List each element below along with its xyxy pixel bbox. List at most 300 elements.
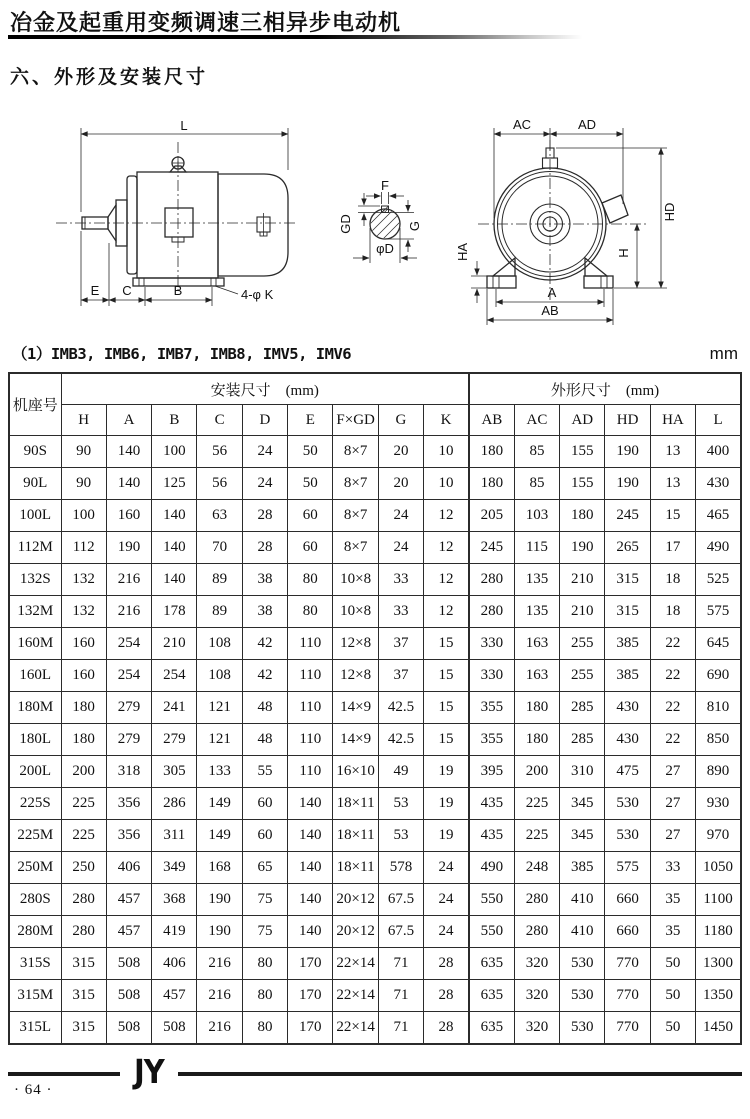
dim-label-HD: HD xyxy=(662,202,677,222)
dim-value-cell: 27 xyxy=(650,788,695,820)
dim-value-cell: 210 xyxy=(152,628,197,660)
dim-value-cell: 457 xyxy=(152,980,197,1012)
brand-logo: JY xyxy=(134,1052,164,1091)
dim-value-cell: 140 xyxy=(152,564,197,596)
dim-value-cell: 210 xyxy=(560,596,605,628)
dim-value-cell: 210 xyxy=(560,564,605,596)
dim-label-AC: AC xyxy=(512,117,532,132)
table-row-315M xyxy=(9,980,741,1012)
dim-value-cell: 132 xyxy=(61,596,106,628)
dim-value-cell: 18 xyxy=(650,596,695,628)
dim-value-cell: 22 xyxy=(650,660,695,692)
dim-value-cell: 56 xyxy=(197,436,242,468)
table-row-225S xyxy=(9,788,741,820)
frame-size-cell: 90L xyxy=(9,468,61,500)
dim-value-cell: 71 xyxy=(378,948,423,980)
frame-size-cell: 315M xyxy=(9,980,61,1012)
dim-value-cell: 285 xyxy=(560,724,605,756)
dim-value-cell: 20×12 xyxy=(333,884,378,916)
dim-value-cell: 63 xyxy=(197,500,242,532)
dim-value-cell: 279 xyxy=(106,724,151,756)
dim-value-cell: 16×10 xyxy=(333,756,378,788)
dim-value-cell: 140 xyxy=(288,852,333,884)
dim-value-cell: 110 xyxy=(288,692,333,724)
dim-value-cell: 320 xyxy=(514,1012,559,1045)
dim-label-E: E xyxy=(90,283,100,298)
dim-value-cell: 310 xyxy=(560,756,605,788)
dim-value-cell: 241 xyxy=(152,692,197,724)
dim-value-cell: 180 xyxy=(469,468,514,500)
dim-value-cell: 163 xyxy=(514,628,559,660)
dim-value-cell: 190 xyxy=(605,436,650,468)
dim-label-AD: AD xyxy=(577,117,597,132)
dim-value-cell: 121 xyxy=(197,692,242,724)
dim-value-cell: 80 xyxy=(242,1012,287,1045)
dim-value-cell: 890 xyxy=(696,756,741,788)
dim-value-cell: 53 xyxy=(378,820,423,852)
dim-value-cell: 435 xyxy=(469,820,514,852)
dim-value-cell: 280 xyxy=(514,884,559,916)
dim-value-cell: 48 xyxy=(242,692,287,724)
column-header-C: C xyxy=(197,405,242,436)
dim-value-cell: 89 xyxy=(197,596,242,628)
dim-value-cell: 254 xyxy=(106,628,151,660)
dim-value-cell: 1050 xyxy=(696,852,741,884)
dim-value-cell: 28 xyxy=(424,948,469,980)
dim-value-cell: 248 xyxy=(514,852,559,884)
dim-value-cell: 35 xyxy=(650,916,695,948)
dim-value-cell: 18×11 xyxy=(333,788,378,820)
dim-value-cell: 13 xyxy=(650,436,695,468)
dim-value-cell: 22 xyxy=(650,692,695,724)
dim-label-phiD: φD xyxy=(376,241,394,256)
dim-value-cell: 13 xyxy=(650,468,695,500)
dim-value-cell: 125 xyxy=(152,468,197,500)
dim-value-cell: 19 xyxy=(424,756,469,788)
dim-value-cell: 80 xyxy=(288,596,333,628)
dim-value-cell: 38 xyxy=(242,564,287,596)
table-row-200L xyxy=(9,756,741,788)
footer-line-right xyxy=(178,1072,742,1076)
footer-rule xyxy=(8,1052,742,1092)
dim-value-cell: 508 xyxy=(106,948,151,980)
frame-size-cell: 90S xyxy=(9,436,61,468)
dim-value-cell: 155 xyxy=(560,468,605,500)
dim-value-cell: 170 xyxy=(288,948,333,980)
dim-value-cell: 280 xyxy=(61,916,106,948)
table-row-132M xyxy=(9,596,741,628)
dim-value-cell: 254 xyxy=(106,660,151,692)
dim-value-cell: 286 xyxy=(152,788,197,820)
dim-value-cell: 330 xyxy=(469,628,514,660)
dim-value-cell: 110 xyxy=(288,756,333,788)
dim-label-GD: GD xyxy=(338,214,353,234)
dim-value-cell: 20 xyxy=(378,468,423,500)
dim-value-cell: 368 xyxy=(152,884,197,916)
dim-value-cell: 575 xyxy=(605,852,650,884)
mount-dims-group-header: 安装尺寸 (mm) xyxy=(61,373,469,405)
dim-value-cell: 80 xyxy=(242,980,287,1012)
dim-value-cell: 56 xyxy=(197,468,242,500)
column-header-D: D xyxy=(242,405,287,436)
motor-side-view xyxy=(56,118,298,306)
dim-value-cell: 190 xyxy=(197,884,242,916)
dim-value-cell: 53 xyxy=(378,788,423,820)
dim-value-cell: 385 xyxy=(605,660,650,692)
dim-value-cell: 530 xyxy=(605,788,650,820)
dim-value-cell: 132 xyxy=(61,564,106,596)
dim-value-cell: 12×8 xyxy=(333,628,378,660)
dim-value-cell: 770 xyxy=(605,980,650,1012)
dim-value-cell: 225 xyxy=(514,788,559,820)
dim-value-cell: 216 xyxy=(106,564,151,596)
dim-value-cell: 970 xyxy=(696,820,741,852)
frame-size-cell: 200L xyxy=(9,756,61,788)
dim-value-cell: 112 xyxy=(61,532,106,564)
dim-value-cell: 810 xyxy=(696,692,741,724)
dim-value-cell: 110 xyxy=(288,724,333,756)
dim-value-cell: 190 xyxy=(106,532,151,564)
dim-value-cell: 24 xyxy=(424,852,469,884)
dim-value-cell: 28 xyxy=(242,532,287,564)
column-header-K: K xyxy=(424,405,469,436)
dim-value-cell: 80 xyxy=(242,948,287,980)
dim-value-cell: 430 xyxy=(605,724,650,756)
dim-value-cell: 355 xyxy=(469,724,514,756)
dim-value-cell: 660 xyxy=(605,884,650,916)
dim-label-L: L xyxy=(180,118,188,133)
dim-value-cell: 20 xyxy=(378,436,423,468)
dim-value-cell: 19 xyxy=(424,788,469,820)
dim-value-cell: 280 xyxy=(514,916,559,948)
dim-value-cell: 18 xyxy=(650,564,695,596)
dim-value-cell: 575 xyxy=(696,596,741,628)
dim-value-cell: 315 xyxy=(61,980,106,1012)
dim-value-cell: 490 xyxy=(696,532,741,564)
table-row-132S xyxy=(9,564,741,596)
dim-value-cell: 10×8 xyxy=(333,564,378,596)
frame-size-cell: 180L xyxy=(9,724,61,756)
dim-value-cell: 550 xyxy=(469,916,514,948)
dim-value-cell: 508 xyxy=(106,1012,151,1045)
column-header-AC: AC xyxy=(514,405,559,436)
dim-value-cell: 200 xyxy=(514,756,559,788)
dim-value-cell: 15 xyxy=(424,692,469,724)
dim-value-cell: 345 xyxy=(560,820,605,852)
dim-value-cell: 15 xyxy=(424,660,469,692)
dim-value-cell: 770 xyxy=(605,948,650,980)
dim-value-cell: 254 xyxy=(152,660,197,692)
dim-value-cell: 280 xyxy=(469,564,514,596)
column-header-E: E xyxy=(288,405,333,436)
dim-value-cell: 530 xyxy=(605,820,650,852)
dim-value-cell: 180 xyxy=(469,436,514,468)
dim-value-cell: 430 xyxy=(696,468,741,500)
page-title: 冶金及起重用变频调速三相异步电动机 xyxy=(10,10,402,35)
dim-value-cell: 22 xyxy=(650,724,695,756)
dim-value-cell: 406 xyxy=(106,852,151,884)
dim-value-cell: 160 xyxy=(106,500,151,532)
dim-value-cell: 38 xyxy=(242,596,287,628)
table-row-225M xyxy=(9,820,741,852)
dim-value-cell: 279 xyxy=(152,724,197,756)
dim-value-cell: 18×11 xyxy=(333,852,378,884)
dim-value-cell: 435 xyxy=(469,788,514,820)
dim-value-cell: 24 xyxy=(424,916,469,948)
dim-value-cell: 180 xyxy=(514,692,559,724)
dim-value-cell: 635 xyxy=(469,980,514,1012)
technical-drawings xyxy=(0,100,750,345)
frame-size-cell: 250M xyxy=(9,852,61,884)
dim-value-cell: 42 xyxy=(242,660,287,692)
column-header-AB: AB xyxy=(469,405,514,436)
dim-value-cell: 8×7 xyxy=(333,532,378,564)
dim-value-cell: 1100 xyxy=(696,884,741,916)
dim-value-cell: 355 xyxy=(469,692,514,724)
table-row-315L xyxy=(9,1012,741,1045)
dim-value-cell: 8×7 xyxy=(333,468,378,500)
shaft-section-view xyxy=(338,178,422,263)
dim-value-cell: 315 xyxy=(61,948,106,980)
dim-value-cell: 930 xyxy=(696,788,741,820)
dim-value-cell: 37 xyxy=(378,628,423,660)
frame-size-cell: 280M xyxy=(9,916,61,948)
dim-value-cell: 24 xyxy=(378,500,423,532)
dim-value-cell: 530 xyxy=(560,948,605,980)
dim-value-cell: 216 xyxy=(197,980,242,1012)
frame-size-cell: 132S xyxy=(9,564,61,596)
dim-label-A: A xyxy=(547,285,557,300)
dim-value-cell: 265 xyxy=(605,532,650,564)
frame-size-cell: 180M xyxy=(9,692,61,724)
dim-value-cell: 160 xyxy=(61,660,106,692)
dim-value-cell: 356 xyxy=(106,820,151,852)
dim-value-cell: 216 xyxy=(197,1012,242,1045)
dim-value-cell: 178 xyxy=(152,596,197,628)
dim-value-cell: 100 xyxy=(152,436,197,468)
frame-size-column-header: 机座号 xyxy=(9,373,61,436)
dim-value-cell: 180 xyxy=(61,692,106,724)
dim-value-cell: 140 xyxy=(152,532,197,564)
dim-value-cell: 115 xyxy=(514,532,559,564)
dim-value-cell: 14×9 xyxy=(333,692,378,724)
dim-value-cell: 279 xyxy=(106,692,151,724)
dim-value-cell: 103 xyxy=(514,500,559,532)
dim-value-cell: 457 xyxy=(106,884,151,916)
frame-size-cell: 132M xyxy=(9,596,61,628)
dim-value-cell: 245 xyxy=(605,500,650,532)
column-header-F×GD: F×GD xyxy=(333,405,378,436)
dim-value-cell: 22×14 xyxy=(333,948,378,980)
dim-value-cell: 490 xyxy=(469,852,514,884)
dim-value-cell: 22 xyxy=(650,628,695,660)
dim-value-cell: 49 xyxy=(378,756,423,788)
dim-value-cell: 90 xyxy=(61,468,106,500)
dim-value-cell: 508 xyxy=(152,1012,197,1045)
dim-label-HA: HA xyxy=(455,242,470,262)
table-row-160L xyxy=(9,660,741,692)
title-divider xyxy=(8,35,744,39)
dim-value-cell: 320 xyxy=(514,980,559,1012)
dim-value-cell: 28 xyxy=(424,1012,469,1045)
dim-value-cell: 15 xyxy=(424,724,469,756)
column-header-AD: AD xyxy=(560,405,605,436)
dim-value-cell: 85 xyxy=(514,436,559,468)
dim-value-cell: 12 xyxy=(424,532,469,564)
dimensions-table xyxy=(8,372,742,1045)
dim-value-cell: 850 xyxy=(696,724,741,756)
dim-value-cell: 140 xyxy=(288,916,333,948)
dim-value-cell: 400 xyxy=(696,436,741,468)
dim-value-cell: 17 xyxy=(650,532,695,564)
table-row-280M xyxy=(9,916,741,948)
table-row-90S xyxy=(9,436,741,468)
dim-value-cell: 530 xyxy=(560,1012,605,1045)
dim-value-cell: 24 xyxy=(242,468,287,500)
page-number: · 64 · xyxy=(14,1082,53,1098)
table-unit-note: mm xyxy=(709,344,738,363)
dim-value-cell: 245 xyxy=(469,532,514,564)
table-caption: （1）IMB3, IMB6, IMB7, IMB8, IMV5, IMV6 xyxy=(12,345,352,363)
dim-value-cell: 216 xyxy=(106,596,151,628)
dim-value-cell: 90 xyxy=(61,436,106,468)
dim-value-cell: 149 xyxy=(197,820,242,852)
dim-value-cell: 33 xyxy=(378,596,423,628)
dim-value-cell: 140 xyxy=(288,820,333,852)
dim-value-cell: 660 xyxy=(605,916,650,948)
dim-value-cell: 48 xyxy=(242,724,287,756)
table-row-180M xyxy=(9,692,741,724)
dim-value-cell: 155 xyxy=(560,436,605,468)
dim-value-cell: 110 xyxy=(288,660,333,692)
dim-value-cell: 50 xyxy=(650,980,695,1012)
table-row-315S xyxy=(9,948,741,980)
dim-value-cell: 349 xyxy=(152,852,197,884)
dim-value-cell: 133 xyxy=(197,756,242,788)
frame-size-cell: 100L xyxy=(9,500,61,532)
frame-size-cell: 160L xyxy=(9,660,61,692)
table-row-112M xyxy=(9,532,741,564)
frame-size-cell: 315S xyxy=(9,948,61,980)
dim-value-cell: 50 xyxy=(650,948,695,980)
table-caption-row xyxy=(12,342,740,364)
dim-value-cell: 10 xyxy=(424,468,469,500)
dim-value-cell: 28 xyxy=(242,500,287,532)
table-row-90L xyxy=(9,468,741,500)
dim-value-cell: 60 xyxy=(288,500,333,532)
dim-value-cell: 22×14 xyxy=(333,980,378,1012)
motor-front-view xyxy=(455,117,677,325)
dim-label-AB: AB xyxy=(541,303,559,318)
dim-value-cell: 190 xyxy=(560,532,605,564)
dim-value-cell: 12×8 xyxy=(333,660,378,692)
column-header-H: H xyxy=(61,405,106,436)
dim-value-cell: 635 xyxy=(469,1012,514,1045)
dim-value-cell: 18×11 xyxy=(333,820,378,852)
frame-size-cell: 160M xyxy=(9,628,61,660)
dim-value-cell: 410 xyxy=(560,916,605,948)
dim-value-cell: 508 xyxy=(106,980,151,1012)
dim-value-cell: 465 xyxy=(696,500,741,532)
dim-value-cell: 42.5 xyxy=(378,724,423,756)
table-row-160M xyxy=(9,628,741,660)
dim-value-cell: 140 xyxy=(288,788,333,820)
table-row-180L xyxy=(9,724,741,756)
dim-value-cell: 140 xyxy=(288,884,333,916)
dim-value-cell: 60 xyxy=(288,532,333,564)
dim-value-cell: 10 xyxy=(424,436,469,468)
dim-value-cell: 71 xyxy=(378,1012,423,1045)
dim-value-cell: 50 xyxy=(288,468,333,500)
dim-value-cell: 315 xyxy=(605,596,650,628)
dim-value-cell: 55 xyxy=(242,756,287,788)
dim-value-cell: 33 xyxy=(650,852,695,884)
dim-value-cell: 67.5 xyxy=(378,884,423,916)
dim-value-cell: 635 xyxy=(469,948,514,980)
dim-value-cell: 770 xyxy=(605,1012,650,1045)
column-header-G: G xyxy=(378,405,423,436)
dim-value-cell: 345 xyxy=(560,788,605,820)
dim-value-cell: 280 xyxy=(61,884,106,916)
dim-value-cell: 385 xyxy=(605,628,650,660)
dim-label-F: F xyxy=(381,178,389,193)
dim-value-cell: 163 xyxy=(514,660,559,692)
dim-value-cell: 410 xyxy=(560,884,605,916)
dim-value-cell: 255 xyxy=(560,628,605,660)
dim-label-G: G xyxy=(407,220,422,232)
foot-holes-label: 4-φ K xyxy=(241,287,274,302)
dim-value-cell: 1350 xyxy=(696,980,741,1012)
dim-value-cell: 419 xyxy=(152,916,197,948)
dim-value-cell: 27 xyxy=(650,756,695,788)
dim-value-cell: 315 xyxy=(605,564,650,596)
dim-value-cell: 395 xyxy=(469,756,514,788)
dim-value-cell: 200 xyxy=(61,756,106,788)
dim-value-cell: 14×9 xyxy=(333,724,378,756)
dim-value-cell: 285 xyxy=(560,692,605,724)
dim-value-cell: 550 xyxy=(469,884,514,916)
dim-value-cell: 356 xyxy=(106,788,151,820)
dim-value-cell: 578 xyxy=(378,852,423,884)
dim-value-cell: 42 xyxy=(242,628,287,660)
footer-line-left xyxy=(8,1072,120,1076)
column-header-B: B xyxy=(152,405,197,436)
dim-value-cell: 690 xyxy=(696,660,741,692)
dim-value-cell: 475 xyxy=(605,756,650,788)
dim-value-cell: 50 xyxy=(288,436,333,468)
dim-value-cell: 225 xyxy=(61,788,106,820)
outline-dims-group-header: 外形尺寸 (mm) xyxy=(469,373,741,405)
dim-value-cell: 70 xyxy=(197,532,242,564)
dim-value-cell: 330 xyxy=(469,660,514,692)
dim-value-cell: 110 xyxy=(288,628,333,660)
dim-value-cell: 385 xyxy=(560,852,605,884)
dim-value-cell: 645 xyxy=(696,628,741,660)
dim-value-cell: 135 xyxy=(514,596,559,628)
dim-value-cell: 457 xyxy=(106,916,151,948)
frame-size-cell: 280S xyxy=(9,884,61,916)
dim-value-cell: 160 xyxy=(61,628,106,660)
dim-value-cell: 190 xyxy=(605,468,650,500)
dim-value-cell: 89 xyxy=(197,564,242,596)
dim-value-cell: 22×14 xyxy=(333,1012,378,1045)
dim-value-cell: 168 xyxy=(197,852,242,884)
column-header-HA: HA xyxy=(650,405,695,436)
dim-label-C: C xyxy=(122,283,132,298)
dim-value-cell: 60 xyxy=(242,788,287,820)
dim-value-cell: 33 xyxy=(378,564,423,596)
column-header-HD: HD xyxy=(605,405,650,436)
